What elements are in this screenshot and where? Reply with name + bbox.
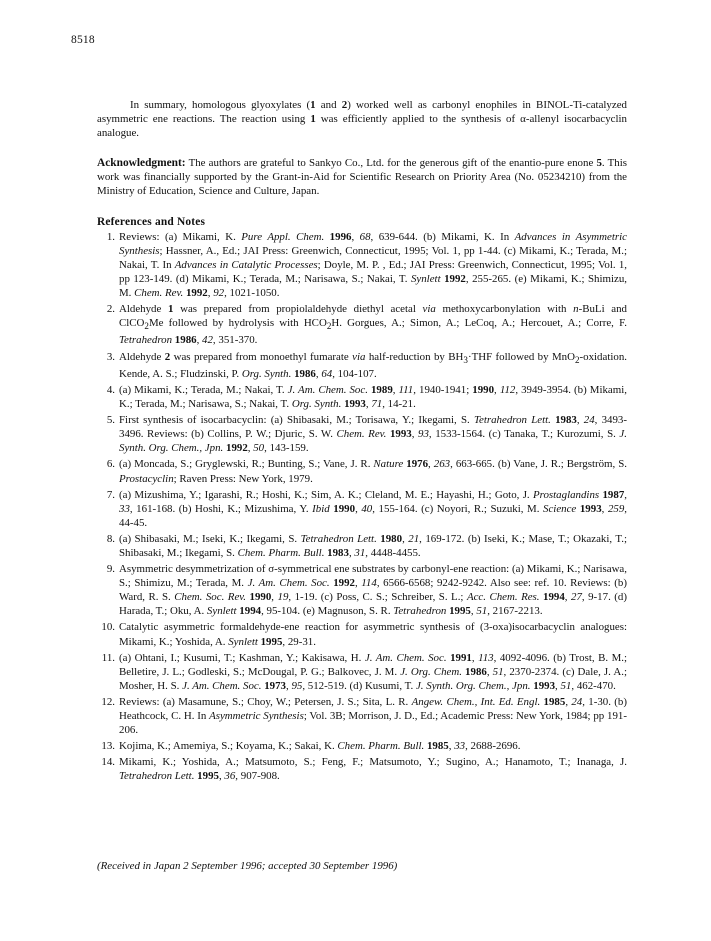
reference-list <box>97 230 627 784</box>
reference-text: First synthesis of isocarbacyclin: (a) Shibasaki, M.; Torisawa, Y.; Ikegami, S. Tetrahedron Lett. 1983, 24, 3493-3496. Reviews: (b) Collins, P. W.; Djuric, S. W. Chem. Rev. 1993, 93, 1533-1564. (c) Tanaka, T.; Kurozumi, S. J. Synth. Org. Chem., Jpn. 1992, 50, 143-159. <box>119 414 628 455</box>
reference-number: 11. <box>101 651 115 664</box>
reference-number: 4. <box>106 383 115 396</box>
acknowledgment-paragraph <box>97 156 627 198</box>
reference-item <box>97 739 627 753</box>
reference-item <box>97 230 627 300</box>
reference-item <box>97 695 627 737</box>
reference-number: 1. <box>106 230 115 243</box>
acknowledgment-heading: Acknowledgment: <box>97 157 186 170</box>
received-line: (Received in Japan 2 September 1996; accepted 30 September 1996) <box>97 860 398 872</box>
reference-item <box>97 620 627 648</box>
reference-text: Reviews: (a) Masamune, S.; Choy, W.; Petersen, J. S.; Sita, L. R. Angew. Chem., Int. Ed. Engl. 1985, 24, 1-30. (b) Heathcock, C. H. In Asymmetric Synthesis; Vol. 3B; Morrison, J. D., Ed.; Academic Press: New York, 1984; pp 191-206. <box>119 695 627 737</box>
references-heading: References and Notes <box>97 215 206 228</box>
reference-number: 10. <box>101 621 115 634</box>
reference-number: 9. <box>106 563 115 576</box>
reference-item <box>97 383 627 411</box>
reference-item <box>97 350 627 381</box>
reference-item <box>97 457 627 485</box>
reference-text: Catalytic asymmetric formaldehyde-ene reaction for asymmetric synthesis of (3-oxa)isocarbacyclin analogues: Mikami, K.; Yoshida, A. Synlett 1995, 29-31. <box>119 621 627 648</box>
reference-text: (a) Mikami, K.; Terada, M.; Nakai, T. J. Am. Chem. Soc. 1989, 111, 1940-1941; 1990, 112, 3949-3954. (b) Mikami, K.; Terada, M.; Narisawa, S.; Nakai, T. Org. Synth. 1993, 71, 14-21. <box>119 383 627 411</box>
reference-item <box>97 562 627 618</box>
reference-number: 2. <box>106 303 115 316</box>
reference-text: Reviews: (a) Mikami, K. Pure Appl. Chem. 1996, 68, 639-644. (b) Mikami, K. In Advances in Asymmetric Synthesis; Hassner, A., Ed.; JAI Press: Greenwich, Connecticut, 1995; Vol. 1, pp 1-44. (c) Mikami, K.; Terada, M.; Nakai, T. In Advances in Catalytic Processes; Doyle, M. P. , Ed.; JAI Press: Greenwich, Connecticut, 1995; Vol. 1, pp 123-149. (d) Mikami, K.; Terada, M.; Narisawa, S.; Nakai, T. Synlett 1992, 255-265. (e) Mikami, K.; Shimizu, M. Chem. Rev. 1992, 92, 1021-1050. <box>119 230 627 300</box>
reference-text: Kojima, K.; Amemiya, S.; Koyama, K.; Sakai, K. Chem. Pharm. Bull. 1985, 33, 2688-2696. <box>119 740 521 753</box>
reference-text: (a) Moncada, S.; Gryglewski, R.; Bunting, S.; Vane, J. R. Nature 1976, 263, 663-665. (b) Vane, J. R.; Bergström, S. Prostacyclin; Raven Press: New York, 1979. <box>119 458 627 485</box>
reference-item <box>97 532 627 560</box>
reference-number: 3. <box>106 350 115 363</box>
summary-paragraph: In summary, homologous glyoxylates (1 and 2) worked well as carbonyl enophiles in BINOL-Ti-catalyzed asymmetric ene reactions. The reaction using 1 was efficiently applied to the synthesis of α-allenyl isocarbacyclin analogue. <box>97 99 627 140</box>
reference-text: (a) Ohtani, I.; Kusumi, T.; Kashman, Y.; Kakisawa, H. J. Am. Chem. Soc. 1991, 113, 4092-4096. (b) Trost, B. M.; Belletire, J. L.; Godleski, S.; McDougal, P. G.; Balkovec, J. M. J. Org. Chem. 1986, 51, 2370-2374. (c) Dale, J. A.; Mosher, H. S. J. Am. Chem. Soc. 1973, 95, 512-519. (d) Kusumi, T. J. Synth. Org. Chem., Jpn. 1993, 51, 462-470. <box>119 651 627 692</box>
article-body <box>97 98 627 785</box>
reference-number: 14. <box>101 756 115 769</box>
reference-text: Aldehyde 2 was prepared from monoethyl fumarate via half-reduction by $BH_3\cdot THF$ followed by MnO$_2$-oxidation. Kende, A. S.; Fludzinski, P. Org. Synth. 1986, 64, 104-107. <box>119 350 628 380</box>
reference-text: Aldehyde 1 was prepared from propiolaldehyde diethyl acetal via methoxycarbonylation with n-BuLi and ClCO$_2$Me followed by hydrolysis with $HCO_2H$. Gorgues, A.; Simon, A.; LeCoq, A.; Hercouet, A.; Corre, F. Tetrahedron 1986, 42, 351-370. <box>119 303 627 347</box>
reference-number: 5. <box>106 414 115 427</box>
reference-text: (a) Shibasaki, M.; Iseki, K.; Ikegami, S. Tetrahedron Lett. 1980, 21, 169-172. (b) Iseki, K.; Mase, T.; Okazaki, T.; Shibasaki, M.; Ikegami, S. Chem. Pharm. Bull. 1983, 31, 4448-4455. <box>119 532 627 559</box>
reference-number: 13. <box>101 740 115 753</box>
reference-item <box>97 755 627 783</box>
reference-text: (a) Mizushima, Y.; Igarashi, R.; Hoshi, K.; Sim, A. K.; Cleland, M. E.; Hayashi, H.; Goto, J. Prostaglandins 1987, 33, 161-168. (b) Hoshi, K.; Mizushima, Y. Ibid 1990, 40, 155-164. (c) Noyori, R.; Suzuki, M. Science 1993, 259, 44-45. <box>119 488 628 529</box>
reference-text: Mikami, K.; Yoshida, A.; Matsumoto, S.; Feng, F.; Matsumoto, Y.; Sugino, A.; Hanamoto, T.; Inanaga, J. Tetrahedron Lett. 1995, 36, 907-908. <box>119 756 627 783</box>
reference-item <box>97 302 627 347</box>
reference-item <box>97 488 627 530</box>
reference-item <box>97 651 627 693</box>
reference-number: 12. <box>101 695 115 708</box>
reference-text: Asymmetric desymmetrization of σ-symmetrical ene substrates by carbonyl-ene reaction: (a) Mikami, K.; Narisawa, S.; Shimizu, M.; Terada, M. J. Am. Chem. Soc. 1992, 114, 6566-6568; 9242-9242. Also see: ref. 10. Reviews: (b) Ward, R. S. Chem. Soc. Rev. 1990, 19, 1-19. (c) Poss, C. S.; Schreiber, S. L.; Acc. Chem. Res. 1994, 27, 9-17. (d) Harada, T.; Oku, A. Synlett 1994, 95-104. (e) Magnuson, S. R. Tetrahedron 1995, 51, 2167-2213. <box>119 563 627 618</box>
reference-item <box>97 413 627 455</box>
reference-number: 6. <box>106 458 115 471</box>
reference-number: 7. <box>106 488 115 501</box>
reference-number: 8. <box>106 532 115 545</box>
acknowledgment-text: The authors are grateful to Sankyo Co., Ltd. for the generous gift of the enantio-pure enone 5. This work was financially supported by the Grant-in-Aid for Scientific Research on Priority Area (No. 05234210) from the Ministry of Education, Science and Culture, Japan. <box>97 157 627 198</box>
page-number: 8518 <box>71 34 95 46</box>
